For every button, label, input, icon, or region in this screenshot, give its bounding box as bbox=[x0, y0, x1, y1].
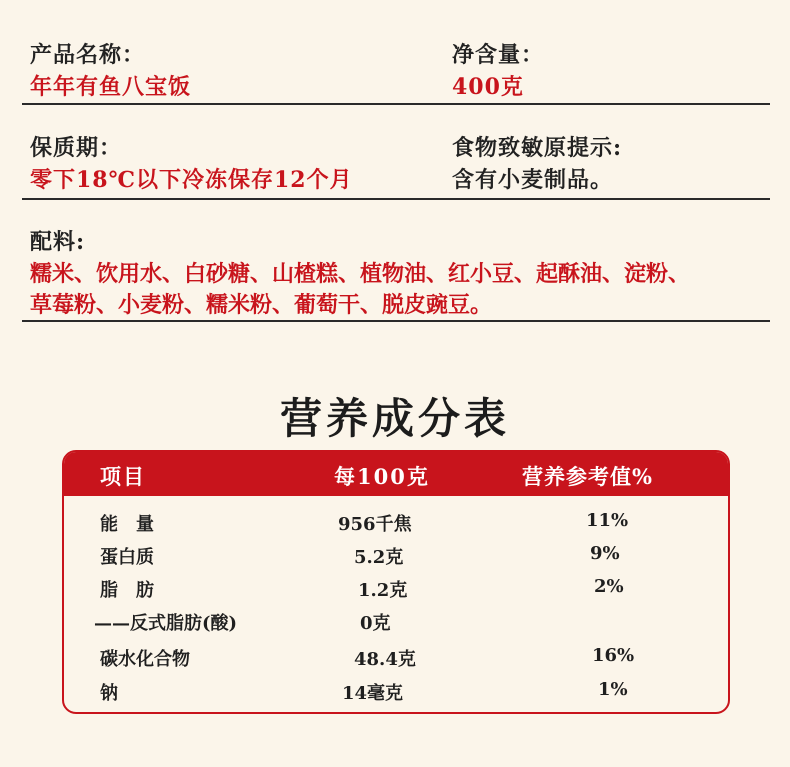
divider bbox=[22, 198, 770, 200]
row-item: 能 量 bbox=[100, 514, 154, 535]
row-per100g: 5.2克 bbox=[354, 547, 404, 568]
divider bbox=[22, 103, 770, 105]
ingredients-line-2: 草莓粉、小麦粉、糯米粉、葡萄干、脱皮豌豆。 bbox=[30, 292, 493, 318]
ingredients-line-1: 糯米、饮用水、白砂糖、山楂糕、植物油、红小豆、起酥油、淀粉、 bbox=[30, 261, 691, 287]
row-nrv: 9% bbox=[590, 543, 620, 564]
row-item: 钠 bbox=[100, 683, 118, 704]
shelf-life-value: 零下18℃以下冷冻保存12个月 bbox=[30, 167, 353, 193]
table-header bbox=[64, 452, 728, 496]
row-item: ——反式脂肪(酸) bbox=[94, 613, 238, 634]
row-per100g: 48.4克 bbox=[354, 649, 416, 670]
row-nrv: 16% bbox=[592, 645, 635, 666]
product-name-label: 产品名称： bbox=[30, 42, 146, 68]
row-nrv: 11% bbox=[586, 510, 629, 531]
allergen-label: 食物致敏原提示: bbox=[452, 135, 623, 161]
row-item: 蛋白质 bbox=[100, 547, 154, 568]
row-per100g: 0克 bbox=[360, 613, 391, 634]
row-nrv: 1% bbox=[598, 679, 628, 700]
ingredients-label: 配料: bbox=[30, 229, 86, 255]
net-content-value: 400克 bbox=[452, 74, 524, 100]
product-name-value: 年年有鱼八宝饭 bbox=[30, 74, 192, 100]
header-item: 项目 bbox=[100, 464, 146, 489]
nutrition-table bbox=[62, 450, 730, 714]
nutrition-title: 营养成分表 bbox=[279, 394, 510, 443]
row-item: 脂 肪 bbox=[100, 580, 154, 601]
allergen-value: 含有小麦制品。 bbox=[452, 167, 614, 193]
net-content-label: 净含量： bbox=[452, 42, 545, 68]
header-nrv: 营养参考值% bbox=[522, 464, 653, 489]
row-per100g: 1.2克 bbox=[358, 580, 408, 601]
row-per100g: 14毫克 bbox=[342, 683, 404, 704]
header-per100g: 每100克 bbox=[334, 464, 430, 489]
row-item: 碳水化合物 bbox=[100, 649, 190, 670]
divider bbox=[22, 320, 770, 322]
row-per100g: 956千焦 bbox=[338, 514, 412, 535]
shelf-life-label: 保质期： bbox=[30, 135, 123, 161]
row-nrv: 2% bbox=[594, 576, 624, 597]
